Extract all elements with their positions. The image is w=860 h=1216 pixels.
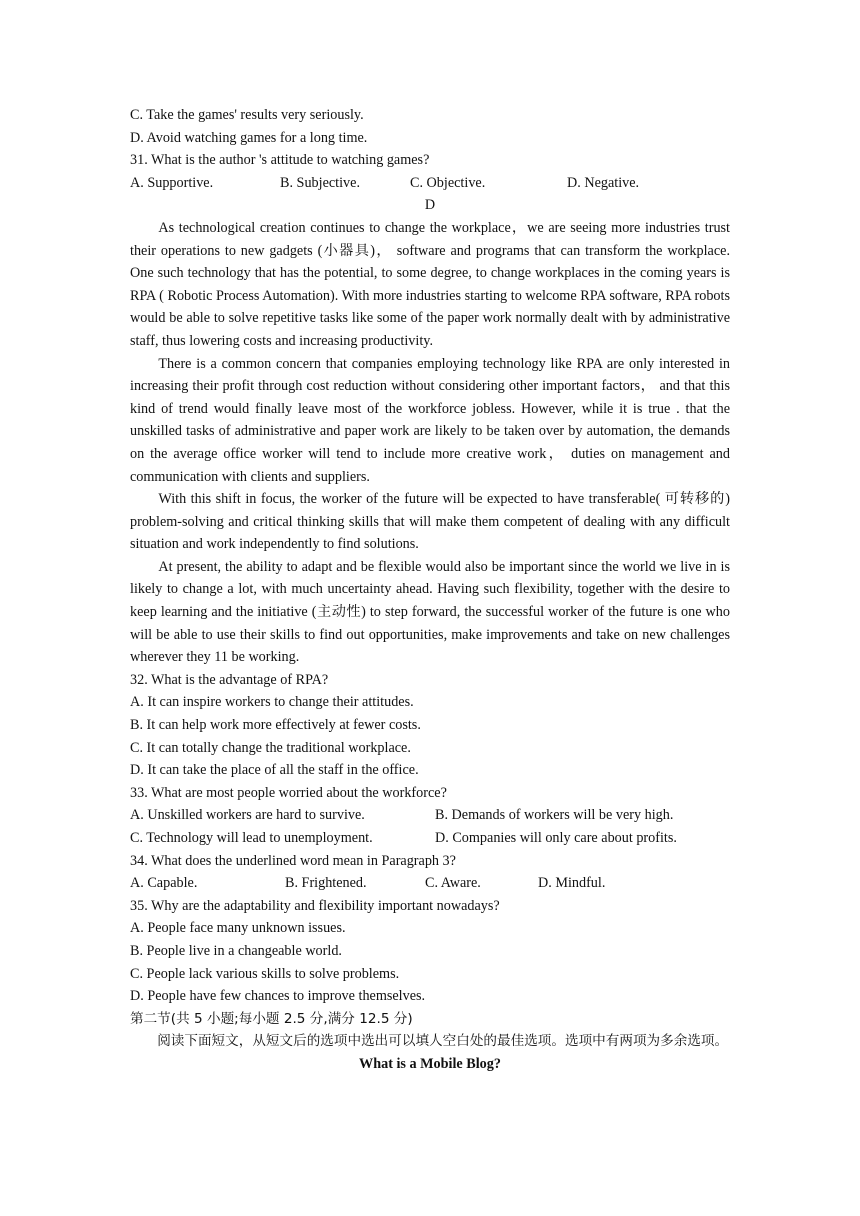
q33-options-row-1: [130, 804, 730, 827]
q31-option-c: C. Objective.: [410, 174, 486, 191]
q34-question: 34. What does the underlined word mean in Paragraph 3?: [130, 852, 456, 869]
q35-question: 35. Why are the adaptability and flexibility important nowadays?: [130, 897, 500, 914]
q32-question: 32. What is the advantage of RPA?: [130, 671, 329, 688]
q33-options-row-2: [130, 827, 730, 850]
q33-option-b: B. Demands of workers will be very high.: [435, 807, 674, 824]
q32-option-d: D. It can take the place of all the staff in the office.: [130, 762, 419, 779]
q32-option-c: C. It can totally change the traditional workplace.: [130, 739, 411, 756]
passage-d-paragraph-2: There is a common concern that companies employing technology like RPA are only interested in increasing their profit through cost reduction without considering other important factors， and that this kind of trend would finally leave most of the workforce jobless. However, while it is true . that the unskilled tasks of administrative and paper work are likely to be taken over by automation, the demands on the average office worker will tend to include more creative work， duties on management and communication with clients and suppliers.: [130, 355, 730, 485]
section-2-instruction: 阅读下面短文，从短文后的选项中选出可以填人空白处的最佳选项。选项中有两项为多余选项。: [157, 1033, 729, 1050]
q34-option-a: A. Capable.: [130, 875, 198, 892]
q35-option-d: D. People have few chances to improve themselves.: [130, 988, 426, 1005]
section-d-heading: D: [424, 197, 436, 214]
document-page: [130, 104, 730, 1076]
q32-option-a: A. It can inspire workers to change their attitudes.: [130, 694, 414, 711]
passage-d-paragraph-1: As technological creation continues to change the workplace，we are seeing more industries trust their operations to new gadgets (小器具)， software and programs that can transform the workplace. One such technology that has the potential, to some degree, to change workplaces in the coming years is RPA ( Robotic Process Automation). With more industries starting to welcome RPA software, RPA robots would be able to solve repetitive tasks like some of the paper work normally dealt with by administrative staff, thus lowering costs and increasing productivity.: [130, 219, 730, 349]
q35-option-b: B. People live in a changeable world.: [130, 942, 342, 959]
q31-question: 31. What is the author 's attitude to watching games?: [130, 152, 430, 169]
q35-option-c: C. People lack various skills to solve problems.: [130, 965, 400, 982]
q33-option-c: C. Technology will lead to unemployment.: [130, 830, 373, 846]
q31-option-d: D. Negative.: [567, 174, 640, 191]
passage-d-paragraph-4: At present, the ability to adapt and be flexible would also be important since the world we live in is likely to change a lot, with much uncertainty ahead. Having such flexibility, together with the desire to keep learning and the initiative (主动性) to step forward, the successful worker of the future is one who will be able to use their skills to find out opportunities, make improvements and take on new challenges wherever they 11 be working.: [130, 558, 730, 666]
passage-title: What is a Mobile Blog?: [359, 1055, 501, 1072]
q33-option-a: A. Unskilled workers are hard to survive.: [130, 807, 365, 824]
section-2-heading: 第二节(共 5 小题;每小题 2.5 分,满分 12.5 分): [130, 1010, 413, 1027]
q32-option-b: B. It can help work more effectively at fewer costs.: [130, 717, 421, 734]
q33-question: 33. What are most people worried about the workforce?: [130, 784, 447, 801]
q30-option-c: C. Take the games' results very seriously.: [130, 107, 364, 123]
q33-option-d: D. Companies will only care about profits.: [435, 830, 677, 846]
q35-option-a: A. People face many unknown issues.: [130, 920, 346, 937]
q34-options: [130, 872, 730, 895]
q34-option-c: C. Aware.: [425, 875, 481, 892]
q31-option-b: B. Subjective.: [280, 174, 360, 191]
q34-option-d: D. Mindful.: [538, 875, 606, 892]
q30-option-d: D. Avoid watching games for a long time.: [130, 129, 368, 146]
passage-d-paragraph-3: With this shift in focus, the worker of the future will be expected to have transferable( 可转移的) problem-solving and critical thinking skills that will make them competent of dealing with any difficult situation and work independently to find solutions.: [130, 491, 730, 553]
q31-options: [130, 172, 730, 195]
q31-option-a: A. Supportive.: [130, 174, 214, 191]
q34-option-b: B. Frightened.: [285, 875, 367, 892]
